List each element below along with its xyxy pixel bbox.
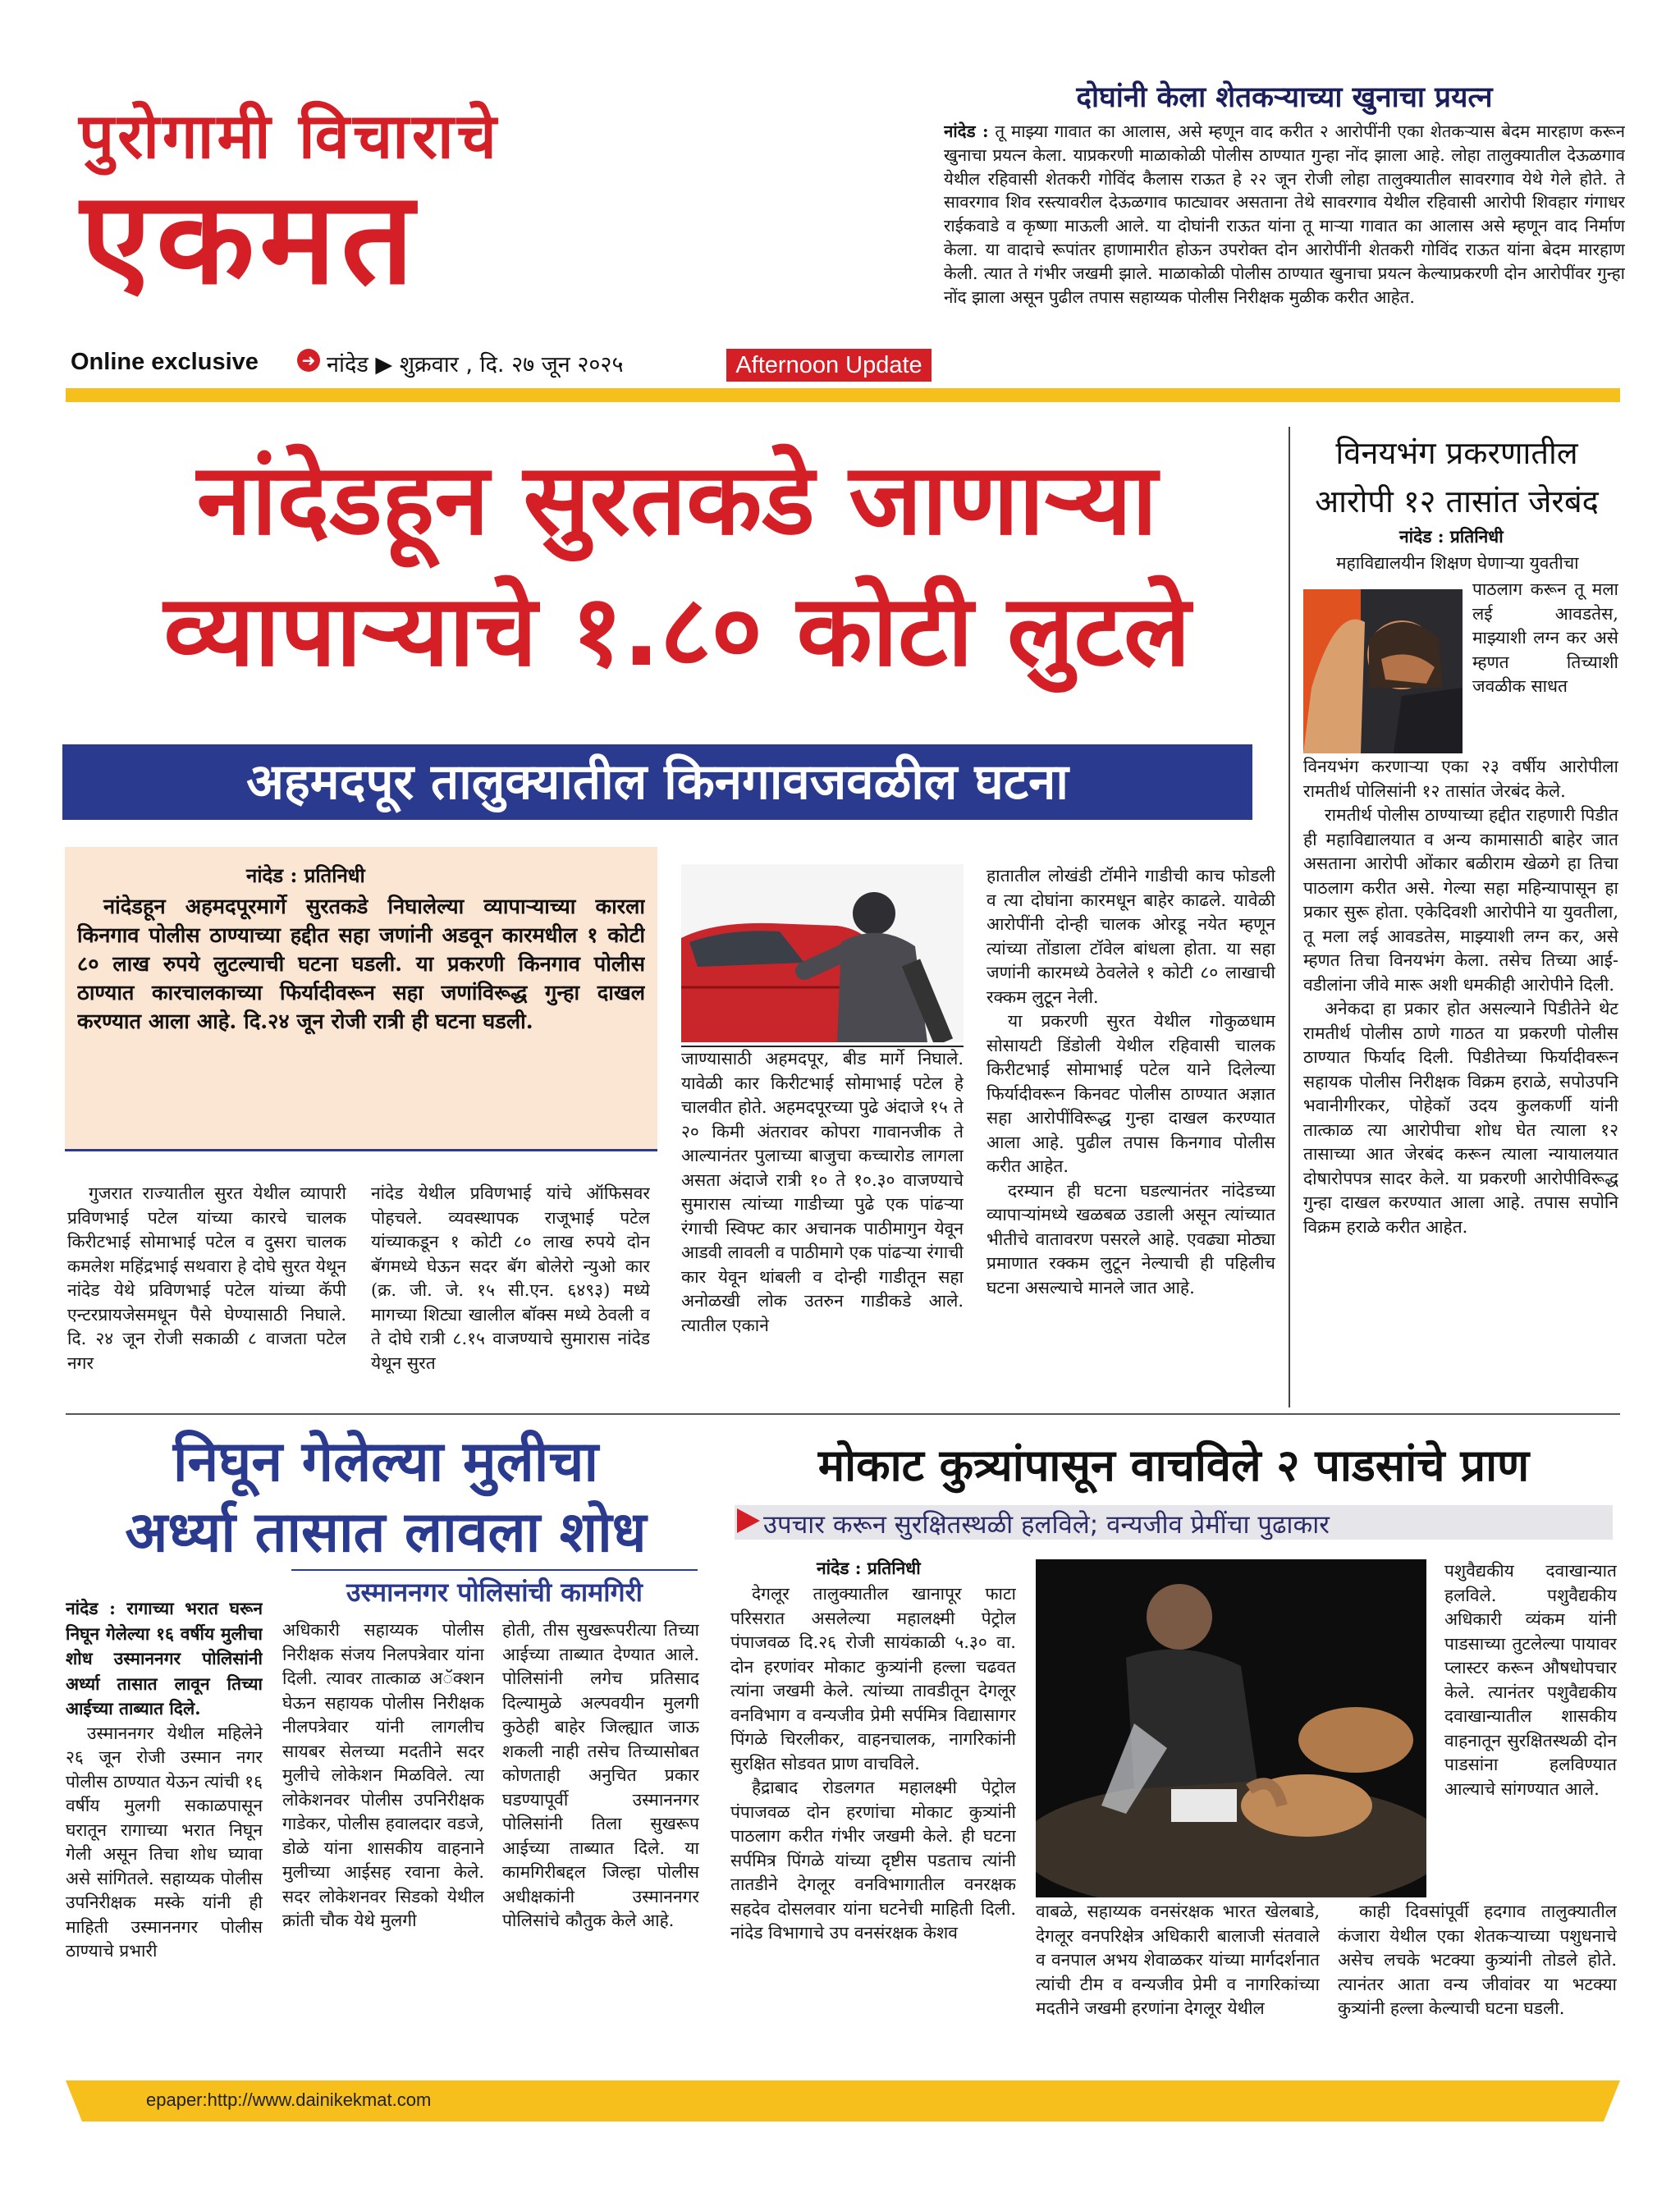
girl-headline-line1: निघून गेलेल्या मुलीचा bbox=[172, 1430, 599, 1494]
main-intro-text: नांदेडहून अहमदपूरमार्गे सुरतकडे निघालेल्या व्यापाऱ्याच्या कारला किनगाव पोलीस ठाण्याच्या हद्दीत सहा जणांनी अडवून कारमधील १ कोटी ८० लाख रुपये लुटल्याची घटना घडली. या प्रकरणी किनगाव पोलीस ठाण्यात कारचालकाच्या फिर्यादीवरून सहा जणांविरूद्ध गुन्हा दाखल करण्यात आला आहे. दि.२४ जून रोजी रात्री ही घटना घडली. bbox=[77, 895, 645, 1034]
play-arrow-icon bbox=[737, 1508, 760, 1533]
deer-col-2: वाबळे, सहाय्यक वनसंरक्षक भारत खेलबाडे, देगलूर वनपरिक्षेत्र अधिकारी बालाजी संतवाले व वनपाल अभय शेवाळकर यांच्या मार्गदर्शनात त्यांची टीम व वन्यजीव प्रेमी व नागरिकांच्या मदतीने जखमी हरणांना देगलूर येथील bbox=[1036, 1902, 1320, 2018]
afternoon-update-badge: Afternoon Update bbox=[726, 349, 932, 382]
deer-col-3: पशुवैद्यकीय दवाखान्यात हलविले. पशुवैद्यकीय अधिकारी व्यंकम यांनी पाडसाच्या तुटलेल्या पायावर प्लास्टर करून औषधोपचार केले. त्यानंतर पशुवैद्यकीय दवाखान्यातील शासकीय वाहनातून सुरक्षितस्थळी दोन पाडसांना हलविण्यात आल्याचे सांगण्यात आले. bbox=[1444, 1561, 1617, 1799]
car-thief-photo bbox=[681, 864, 964, 1042]
girl-subheadline: उस्माननगर पोलिसांची कामगिरी bbox=[346, 1577, 643, 1608]
main-byline: नांदेड : प्रतिनिधी bbox=[246, 863, 365, 887]
distressed-woman-photo bbox=[1303, 589, 1463, 753]
main-headline-line1: नांदेडहून सुरतकडे जाणाऱ्या bbox=[196, 443, 1158, 557]
girl-headline-line2: अर्ध्या तासात लावला शोध bbox=[125, 1500, 647, 1565]
main-col-3: जाण्यासाठी अहमदपूर, बीड मार्गे निघाले. यावेळी कार किरीटभाई सोमाभाई पटेल हे चालवीत होते. अहमदपूरच्या पुढे अंदाजे १५ ते २० किमी अंतरावर कोपरा गावानजीक ते आल्यानंतर पुलाच्या बाजुचा कच्चारोड लागला असता अंदाजे रात्री १० ते १०.३० वाजण्याचे सुमारास त्यांच्या गाडीच्या पुढे एक पांढऱ्या रंगाची स्विफ्ट कार अचानक पाठीमागुन येवून आडवी लावली व पाठीमागे एक पांढऱ्या रंगाची कार येवून थांबली व दोन्ही गाडीतून सहा अनोळखी लोक उतरुन गाडीकडे आले. त्यातील एकाने bbox=[681, 1049, 964, 1335]
side-column-rule bbox=[1289, 427, 1290, 1407]
main-col-1: गुजरात राज्यातील सुरत येथील व्यापारी प्रविणभाई पटेल यांच्या कारचे चालक किरीटभाई सोमाभाई पटेल व दुसरा चालक कमलेश महिंद्रभाई सथवारा हे दोघे सुरत येथून नांदेड येथे प्रविणभाई पटेल यांच्या कॅपी एन्टरप्रायजेसमधून पैसे घेण्यासाठी निघाले. दि. २४ जून रोजी सकाळी ८ वाजता पटेल नगर bbox=[67, 1183, 346, 1373]
deer-subheadline: उपचार करून सुरक्षितस्थळी हलविले; वन्यजीव प्रेमींचा पुढाकार bbox=[763, 1510, 1330, 1540]
footer-epaper-link[interactable]: epaper:http://www.dainikekmat.com bbox=[146, 2089, 432, 2110]
section-separator bbox=[66, 1413, 1620, 1415]
side-body: विनयभंग करणाऱ्या एका २३ वर्षीय आरोपीला रामतीर्थ पोलिसांनी १२ तासांत जेरबंद केले. रामतीर्थ पोलीस ठाण्याच्या हद्दीत राहणारी पिडीत ही महाविद्यालयात व अन्य कामासाठी बाहेर जात असताना आरोपी ओंकार बळीराम खेळगे हा तिचा पाठलाग करीत असे. गेल्या सहा महिन्यापासून हा प्रकार सुरू होता. एकेदिवशी आरोपीने या युवतीला, तू मला लई आवडतेस, माझ्याशी लग्न कर, असे म्हणत तिचा विनयभंग केला. तसेच तिच्या आई-वडीलांना जीवे मारू अशी धमकीही आरोपीने दिली. अनेकदा हा प्रकार होत असल्याने पिडीतेने थेट रामतीर्थ पोलीस ठाणे गाठत या प्रकरणी पोलीस ठाण्यात फिर्याद दिली. पिडीतेच्या फिर्यादीवरून सहायक पोलीस निरीक्षक विक्रम हराळे, सपोउपनि भवानीगीरकर, पोहेकॉ उदय कुलकर्णी यांनी तात्काळ त्या आरोपीचा शोध घेत त्याला १२ तासाच्या आत जेरबंद करून त्याला न्यायालयात दोषारोपपत्र सादर केले. या प्रकरणी आरोपीविरूद्ध गुन्हा दाखल करण्यात आला आहे. तपास सपोनि विक्रम हराळे करीत आहेत. bbox=[1303, 757, 1618, 1237]
side-headline-line1: विनयभंग प्रकरणातील bbox=[1335, 435, 1578, 471]
girl-col-3: होती, तीस सुखरूपरीत्या तिच्या आईच्या ताब्यात देण्यात आले. पोलिसांनी लगेच प्रतिसाद दिल्यामुळे अल्पवयीन मुलगी कुठेही बाहेर जिल्ह्यात जाऊ शकली नाही तसेच तिच्यासोबत कोणताही अनुचित प्रकार घडण्यापूर्वी उस्माननगर पोलिसांनी तिला सुखरूप आईच्या ताब्यात दिले. या कामगिरीबद्दल जिल्हा पोलीस अधीक्षकांनी उस्माननगर पोलिसांचे कौतुक केले आहे. bbox=[502, 1620, 699, 1930]
side-headline-line2: आरोपी १२ तासांत जेरबंद bbox=[1315, 483, 1599, 519]
top-story-body: नांदेड : तू माझ्या गावात का आलास, असे म्हणून वाद करीत २ आरोपींनी एका शेतकऱ्यास बेदम मारहाण करून खुनाचा प्रयत्न केला. याप्रकरणी माळाकोळी पोलीस ठाण्यात गुन्हा नोंद झाला आहे. लोहा तालुक्यातील देऊळगाव येथील रहिवासी शेतकरी गोविंद कैलास राऊत हे २२ जून रोजी लोहा तालुक्यातील सावरगाव येथे गेले होते. ते सावरगाव शिव रस्त्यावरील देऊळगाव फाट्यावर असताना तेथे सावरगाव येथील रहिवासी आरोपी शिवहार गंगाधर राईकवाडे व कृष्णा माऊली आले. या दोघांनी राऊत यांना तू माऱ्या गावात का आलास असे म्हणून वाद निर्माण केला. या वादाचे रूपांतर हाणामारीत होऊन उपरोक्त दोन आरोपींनी शेतकरी गोविंद राऊत यांना बेदम मारहाण केली. त्यात ते गंभीर जखमी झाले. माळाकोळी पोलीस ठाण्यात खुनाचा प्रयत्न केल्याप्रकरणी दोन आरोपींवर गुन्हा नोंद झाला असून पुढील तपास सहाय्यक पोलीस निरीक्षक मुळीक करीत आहेत. bbox=[944, 121, 1625, 307]
dateline: नांदेड ▶ शुक्रवार , दि. २७ जून २०२५ bbox=[327, 352, 624, 378]
side-intro-top: महाविद्यालयीन शिक्षण घेणाऱ्या युवतीचा bbox=[1336, 553, 1579, 573]
side-byline: नांदेड : प्रतिनिधी bbox=[1399, 526, 1504, 547]
side-intro-narrow: पाठलाग करून तू मला लई आवडतेस, माझ्याशी लग्न कर असे म्हणत तिच्याशी जवळीक साधत bbox=[1472, 579, 1618, 696]
arrow-right-circle-icon: ➜ bbox=[297, 349, 320, 372]
main-subheadline: अहमदपूर तालुक्यातील किनगावजवळील घटना bbox=[62, 744, 1252, 820]
deer-byline: नांदेड : प्रतिनिधी bbox=[817, 1558, 921, 1578]
main-col-4: हातातील लोखंडी टॉमीने गाडीची काच फोडली व त्या दोघांना कारमधून बाहेर काढले. यावेळी आरोपींनी दोन्ही चालक ओरडू नयेत म्हणून त्यांच्या तोंडाला टॉवेल बांधला होता. या सहा जणांनी कारमध्ये ठेवलेले १ कोटी ८० लाखाची रक्कम लुटून नेली. या प्रकरणी सुरत येथील गोकुळधाम सोसायटी डिंडोली येथील रहिवासी चालक किरीटभाई सोमाभाई पटेल याने दिलेल्या फिर्यादीवरून किनवट पोलीस ठाण्यात अज्ञात सहा आरोपींविरूद्ध गुन्हा दाखल करण्यात आला आहे. पुढील तपास किनगाव पोलीस करीत आहेत. दरम्यान ही घटना घडल्यानंतर नांदेडच्या व्यापाऱ्यांमध्ये खळबळ उडाली असून त्यांच्यात भीतीचे वातावरण पसरले आहे. एवढ्या मोठ्या प्रमाणात रक्कम लुटून नेल्याची ही पहिलीच घटना असल्याचे मानले जात आहे. bbox=[986, 866, 1275, 1298]
rescued-deer-photo bbox=[1036, 1559, 1426, 1897]
top-story-title: दोघांनी केला शेतकऱ्याच्या खुनाचा प्रयत्न bbox=[1076, 81, 1493, 114]
deer-headline: मोकाट कुत्र्यांपासून वाचविले २ पाडसांचे प्राण bbox=[817, 1439, 1530, 1491]
girl-col-2: अधिकारी सहाय्यक पोलीस निरीक्षक संजय निलपत्रेवार यांना दिली. त्यावर तात्काळ अॅक्शन घेऊन सहायक पोलीस निरीक्षक नीलपत्रेवार यांनी लागलीच सायबर सेलच्या मदतीने सदर मुलीचे लोकेशन मिळविले. त्या लोकेशनवर पोलीस उपनिरीक्षक गाडेकर, पोलीस हवालदार वडजे, डोळे यांना शासकीय वाहनाने मुलीच्या आईसह रवाना केले. सदर लोकेशनवर सिडको येथील क्रांती चौक येथे मुलगी bbox=[282, 1620, 484, 1930]
main-col-2: नांदेड येथील प्रविणभाई यांचे ऑफिसवर पोहचले. व्यवस्थापक राजूभाई पटेल यांच्याकडून १ कोटी ८० लाख रुपये दोन बॅगमध्ये घेऊन सदर बॅग बोलेरो न्युओ कार (क्र. जी. जे. १५ सी.एन. ६४९३) मध्ये मागच्या शिट्या खालील बॉक्स मध्ये ठेवली व ते दोघे रात्री ८.१५ वाजण्याचे सुमारास नांदेड येथून सुरत bbox=[371, 1183, 650, 1373]
main-headline-line2: व्यापाऱ्याचे १.८० कोटी लुटले bbox=[163, 574, 1191, 689]
deer-col-3b: काही दिवसांपूर्वी हदगाव तालुक्यातील कंजारा येथील एका शेतकऱ्याच्या पशुधनाचे असेच लचके भटक्या कुत्र्यांनी तोडले होते. त्यानंतर आता वन्य जीवांवर या भटक्या कुत्र्यांनी हल्ला केल्याची घटना घडली. bbox=[1338, 1902, 1617, 2018]
girl-col-1: नांदेड : रागाच्या भरात घरून निघून गेलेल्या १६ वर्षीय मुलीचा शोध उस्माननगर पोलिसांनी अर्ध्या तासात लावून तिच्या आईच्या ताब्यात दिले. उस्माननगर येथील महिलेने २६ जून रोजी उस्मान नगर पोलीस ठाण्यात येऊन त्यांची १६ वर्षीय मुलगी सकाळपासून घरातून रागाच्या भरात निघून गेली असून तिचा शोध घ्यावा असे सांगितले. सहाय्यक पोलीस उपनिरीक्षक मस्के यांनी ही माहिती उस्माननगर पोलीस ठाण्याचे प्रभारी bbox=[66, 1598, 263, 1961]
masthead-tagline: पुरोगामी विचाराचे bbox=[79, 99, 500, 172]
masthead-logo: एकमत bbox=[80, 163, 419, 313]
online-exclusive-label: Online exclusive bbox=[71, 349, 259, 375]
deer-col-1: देगलूर तालुक्यातील खानापूर फाटा परिसरात असलेल्या महालक्ष्मी पेट्रोल पंपाजवळ दि.२६ रोजी सायंकाळी ५.३० वा. दोन हरणांवर मोकाट कुत्र्यांनी हल्ला चढवत त्यांना जखमी केले. त्यांच्या तावडीतून देगलूर वनविभाग व वन्यजीव प्रेमी सर्पमित्र विद्यासागर पिंगळे चिरलीकर, वाहनचालक, नागरिकांनी सुरक्षित सोडवत प्राण वाचविले. हैद्राबाद रोडलगत महालक्ष्मी पेट्रोल पंपाजवळ दोन हरणांचा मोकाट कुत्र्यांनी पाठलाग करीत गंभीर जखमी केले. ही घटना सर्पमित्र पिंगळे यांच्या दृष्टीस पडताच त्यांनी तातडीने देगलूर वनविभागातील वनरक्षक सहदेव दोसलवार यांना घटनेची माहिती दिली. नांदेड विभागाचे उप वनसंरक्षक केशव bbox=[730, 1584, 1016, 1943]
girl-underline bbox=[291, 1569, 698, 1571]
header-divider-bar bbox=[66, 388, 1620, 402]
